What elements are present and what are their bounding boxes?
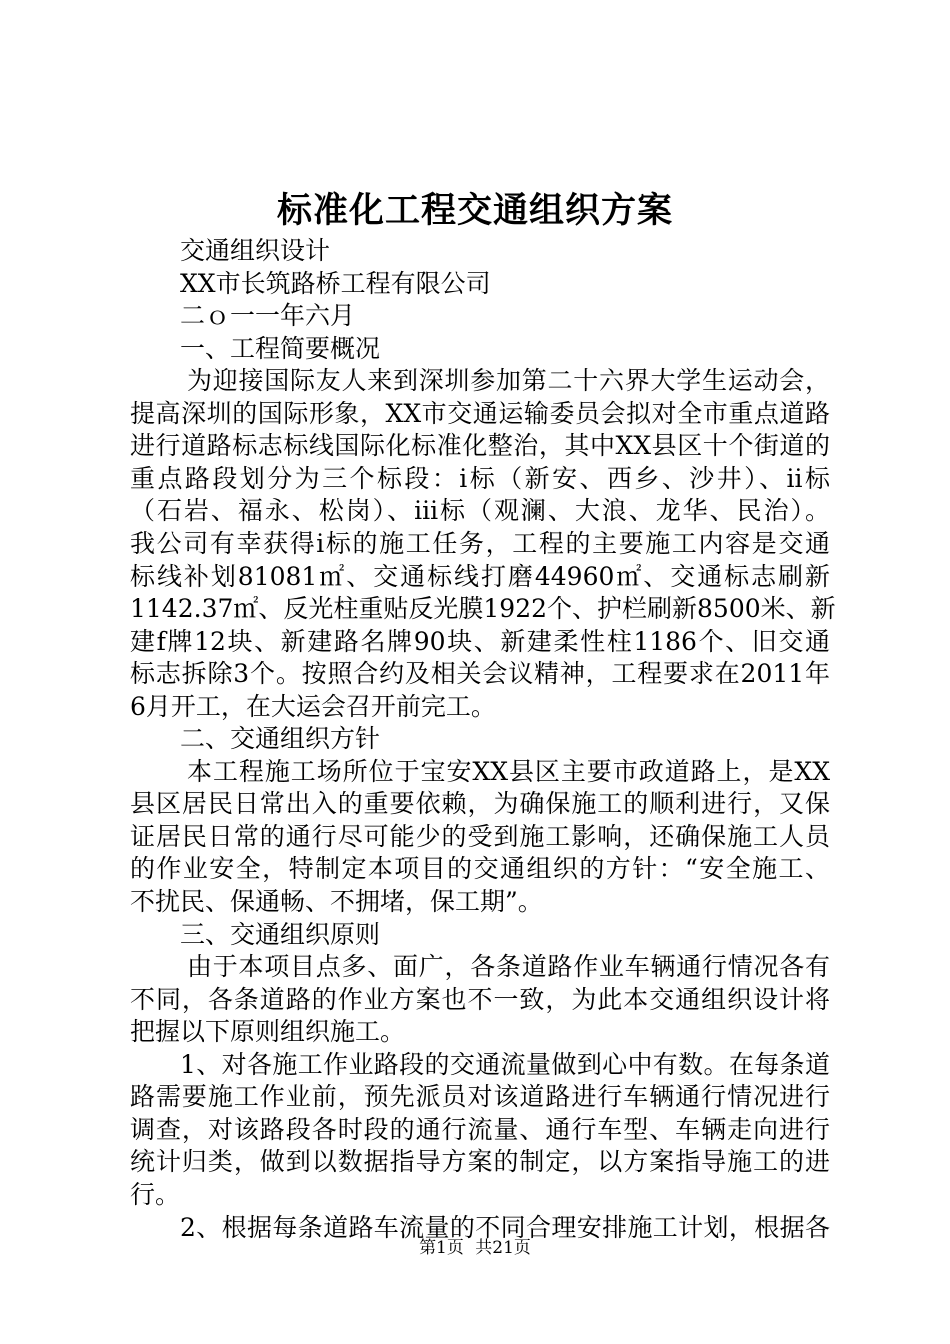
body-line: 1、对各施工作业路段的交通流量做到心中有数。在每条道 [180,1049,830,1079]
body-line: 统计归类，做到以数据指导方案的制定，以方案指导施工的进 [130,1147,830,1177]
body-line: 提高深圳的国际形象，XX市交通运输委员会拟对全市重点道路 [130,398,830,428]
body-line: 三、交通组织原则 [180,919,381,949]
body-line: 6月开工，在大运会召开前完工。 [130,691,496,721]
body-line: 交通组织设计 [180,236,331,265]
body-line: 重点路段划分为三个标段：i标（新安、西乡、沙井）、ii标 [130,463,830,493]
body-line: 1142.37㎡、反光柱重贴反光膜1922个、护栏刷新8500米、新 [130,594,836,623]
body-line: 由于本项目点多、面广，各条道路作业车辆通行情况各有 [187,952,830,982]
body-line: 标线补划81081㎡、交通标线打磨44960㎡、交通标志刷新 [130,561,830,591]
body-line: 为迎接国际友人来到深圳参加第二十六界大学生运动会， [187,366,830,396]
body-line: 调查，对该路段各时段的通行流量、通行车型、车辆走向进行 [130,1114,830,1144]
body-line: （石岩、福永、松岗）、iii标（观澜、大浪、龙华、民治）。 [130,496,830,526]
body-line: 二、交通组织方针 [180,724,381,754]
body-line: 本工程施工场所位于宝安XX县区主要市政道路上，是XX [187,756,830,786]
body-line: XX市长筑路桥工程有限公司 [180,268,491,298]
page-footer [0,1233,950,1258]
body-line: 我公司有幸获得i标的施工任务，工程的主要施工内容是交通 [130,529,830,558]
body-line: 2、根据每条道路车流量的不同合理安排施工计划，根据各 [180,1212,830,1242]
document-title: 标准化工程交通组织方案 [276,190,673,231]
body-line: 把握以下原则组织施工。 [130,1017,406,1047]
page-total: 共21页 [475,1238,531,1258]
body-line: 的作业安全，特制定本项目的交通组织的方针：“安全施工、 [130,854,830,884]
body-line: 进行道路标志标线国际化标准化整治，其中XX县区十个街道的 [130,431,830,461]
body-line: 证居民日常的通行尽可能少的受到施工影响，还确保施工人员 [130,821,830,851]
body-line: 二ｏ一一年六月 [180,301,356,331]
body-line: 不同，各条道路的作业方案也不一致，为此本交通组织设计将 [130,984,830,1014]
body-line: 路需要施工作业前，预先派员对该道路进行车辆通行情况进行 [130,1082,830,1112]
body-line: 标志拆除3个。按照合约及相关会议精神，工程要求在2011年 [130,659,830,689]
body-line: 建f牌12块、新建路名牌90块、新建柔性柱1186个、旧交通 [130,626,830,656]
page-number: 第1页 [419,1238,464,1258]
body-line: 县区居民日常出入的重要依赖，为确保施工的顺利进行，又保 [130,789,830,819]
body-line: 一、工程简要概况 [180,333,381,363]
body-line: 不扰民、保通畅、不拥堵，保工期”。 [130,887,543,916]
body-line: 行。 [130,1179,181,1209]
